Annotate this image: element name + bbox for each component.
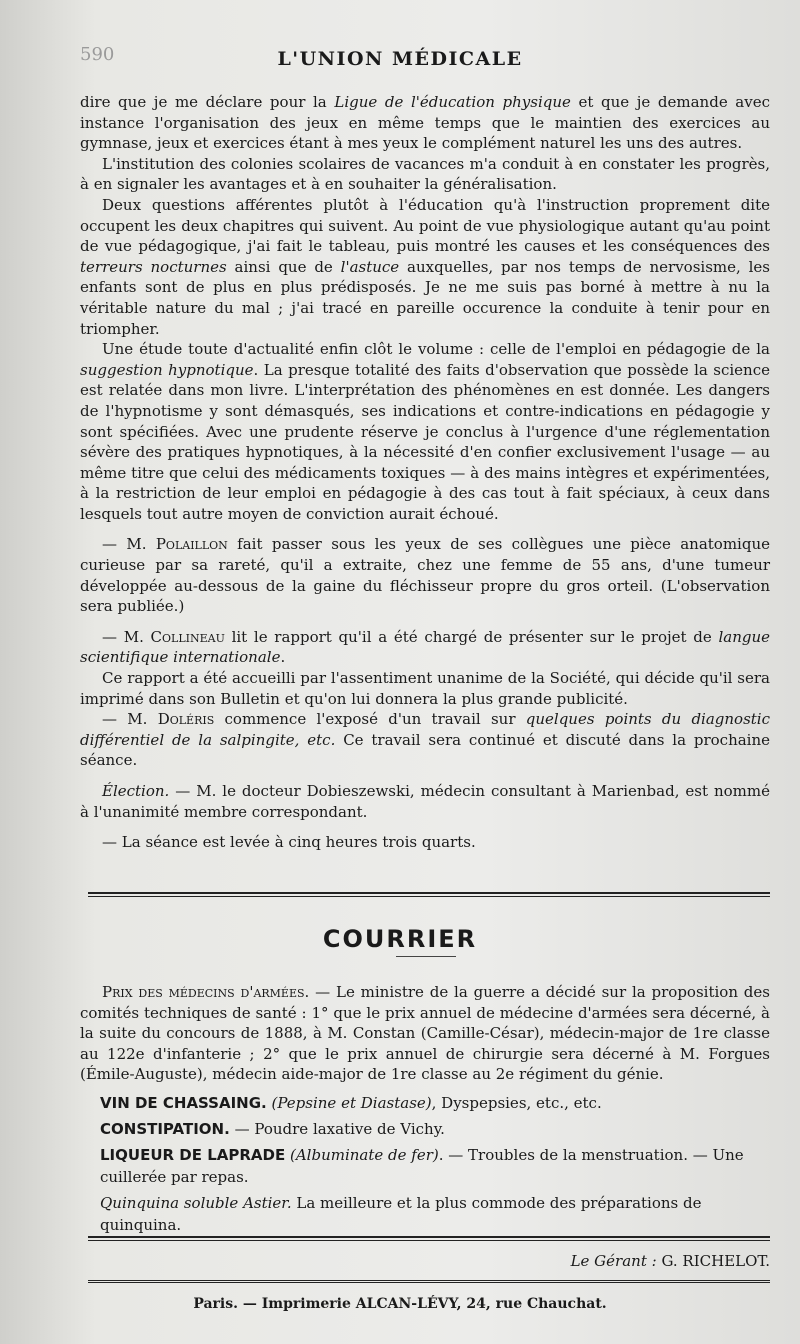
paragraph: — M. Collineau lit le rapport qu'il a été chargé de présenter sur le projet de langue scientifique internationale. [80,627,770,667]
paragraph: — La séance est levée à cinq heures trois quarts. [102,833,476,852]
paragraph: Ce rapport a été accueilli par l'assentiment unanime de la Société, qui décide qu'il sera imprimé dans son Bulletin et qu'on lui donnera la plus grande publicité. [80,669,770,708]
page-header [0,40,800,80]
footer-divider [88,1280,770,1283]
journal-title: L'UNION MÉDICALE [277,48,523,70]
advertisement: Quinquina soluble Astier. La meilleure et la plus commode des préparations de quinquina. [100,1194,702,1234]
paragraph: — M. Polaillon fait passer sous les yeux de ses collègues une pièce anatomique curieuse par sa rareté, qu'il a extraite, chez une femme de 55 ans, d'une tumeur développée au-dessous de la gaine du fléchisseur propre du gros orteil. (L'observation sera publiée.) [80,535,770,616]
paragraph: Prix des médecins d'armées. — Le ministre de la guerre a décidé sur la proposition des comités techniques de santé : 1° que le prix annuel de médecine d'armées sera décerné, à la suite du concours de 1888, à M. Constan (Camille-César), médecin-major de 1re classe au 122e d'infanterie ; 2° que le prix annuel de chirurgie sera décerné à M. Forgues (Émile-Auguste), médecin aide-major de 1re classe au 2e régiment du génie. [80,983,770,1084]
section-divider [88,892,770,897]
gerant-signature: Le Gérant : G. RICHELOT. [570,1252,770,1270]
title-underline [396,956,456,957]
advertisements [100,1092,772,1240]
section-divider [88,1236,770,1241]
paragraph: — M. Doléris commence l'exposé d'un travail sur quelques points du diagnostic différentiel de la salpingite, etc. Ce travail sera continué et discuté dans la prochaine séance. [80,710,771,770]
paragraph: Une étude toute d'actualité enfin clôt le volume : celle de l'emploi en pédagogie de la suggestion hypnotique. La presque totalité des faits d'observation que possède la science est relatée dans mon livre. L'interprétation des phénomènes en est donnée. Les dangers de l'hypnotisme y sont démasqués, ses indications et contre-indications en pédagogie y sont spécifiées. Avec une prudente réserve je conclus à l'urgence d'une réglementation sévère des pratiques hypnotiques, à la nécessité d'en confier exclusivement l'usage — au même titre que celui des médicaments toxiques — à des mains intègres et expérimentées, à la restriction de leur emploi en pédagogie à des cas tout à fait spéciaux, à ceux dans lesquels tout autre moyen de conviction aurait échoué. [80,340,770,523]
article-body [80,92,770,853]
advertisement: VIN DE CHASSAING. (Pepsine et Diastase), Dyspepsies, etc., etc. [100,1094,602,1112]
paragraph: Deux questions afférentes plutôt à l'éducation qu'à l'instruction proprement dite occupent les deux chapitres qui suivent. Au point de vue physiologique autant qu'au point de vue pédagogique, j'ai fait le tableau, puis montré les causes et les conséquences des terreurs nocturnes ainsi que de l'astuce auxquelles, par nos temps de nervosisme, les enfants sont de plus en plus prédisposés. Je ne me suis pas borné à mettre à nu la véritable nature du mal ; j'ai tracé en pareille occurence la conduite à tenir pour en triompher. [80,195,770,338]
courrier-section [80,982,770,1085]
advertisement: CONSTIPATION. — Poudre laxative de Vichy. [100,1120,445,1138]
paragraph: Élection. — M. le docteur Dobieszewski, médecin consultant à Marienbad, est nommé à l'unanimité membre correspondant. [80,782,770,821]
section-title: COURRIER [322,925,478,953]
printer-imprint: Paris. — Imprimerie ALCAN-LÉVY, 24, rue Chauchat. [193,1296,607,1312]
advertisement: LIQUEUR DE LAPRADE (Albuminate de fer). — Troubles de la menstruation. — Une cuillerée par repas. [100,1146,744,1186]
paragraph: L'institution des colonies scolaires de vacances m'a conduit à en constater les progrès, à en signaler les avantages et à en souhaiter la généralisation. [80,154,770,194]
paragraph: dire que je me déclare pour la Ligue de l'éducation physique et que je demande avec instance l'organisation des jeux en même temps que le maintien des exercices au gymnase, jeux et exercices étant à mes yeux le complément naturel les uns des autres. [80,93,770,153]
page-number: 590 [80,44,115,65]
